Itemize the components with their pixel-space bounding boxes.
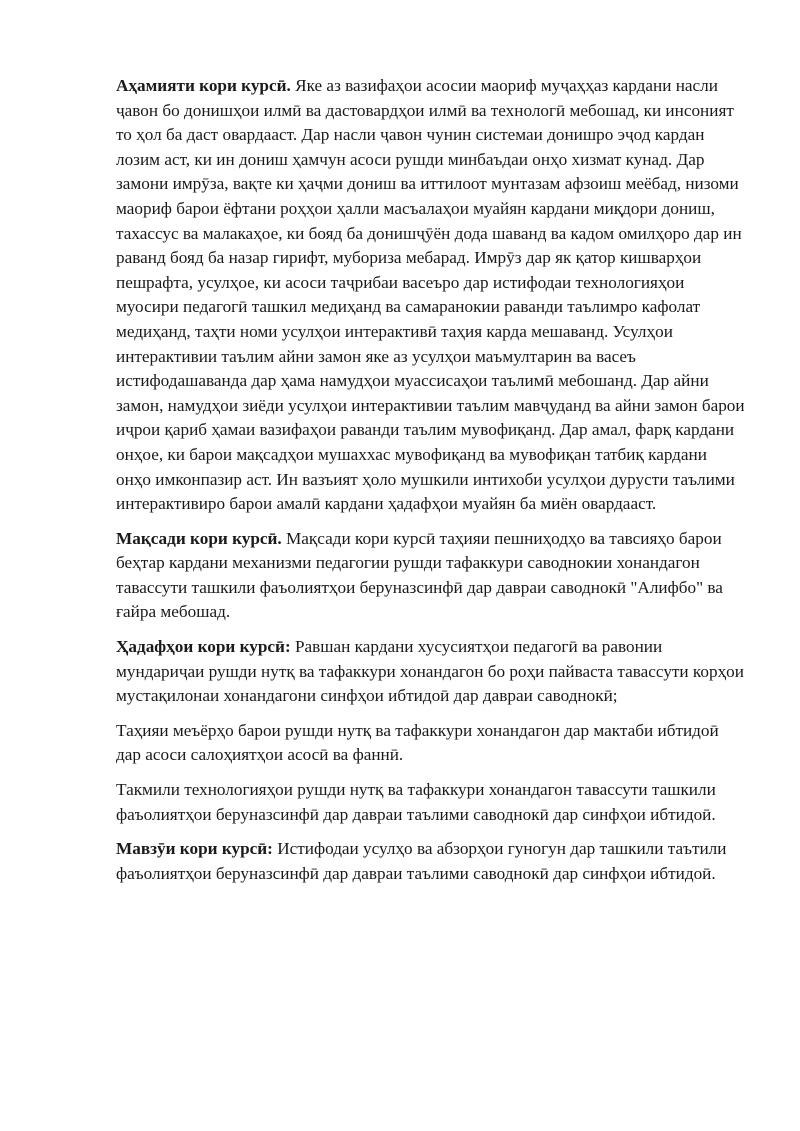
paragraph-topic [116,837,746,886]
paragraph-heading-objectives: Ҳадафҳои кори курсӣ: [116,637,291,657]
paragraph-objective-technologies [116,778,746,827]
paragraph-heading-purpose: Мақсади кори курсӣ. [116,528,282,548]
paragraph-purpose [116,527,746,625]
paragraph-objective-criteria [116,719,746,768]
paragraph-text-topic: Истифодаи усулҳо ва абзорҳои гуногун дар ташкили таътили фаъолиятҳои беруназсинфӣ дар давраи таълими саводнокӣ дар синфҳои ибтидоӣ. [116,839,727,883]
paragraph-text-objective-criteria: Таҳияи меъёрҳо барои рушди нутқ ва тафаккури хонандагон дар мактаби ибтидоӣ дар асоси салоҳиятҳои асосӣ ва фаннӣ. [116,720,719,765]
paragraph-text-importance: Яке аз вазифаҳои асосии маориф муҷаҳҳаз кардани насли ҷавон бо донишҳои илмӣ ва дастовардҳои илмӣ ва технологӣ мебошад, ки инсоният то ҳол ба даст овардааст. Дар насли ҷавон чунин системаи донишро эҷод кардан лозим аст, ки ин дониш ҳамчун асоси рушди минбаъдаи онҳо хизмат кунад. Дар замони имрӯза, вақте ки ҳаҷми дониш ва иттилоот мунтазам афзоиш меёбад, низоми маориф барои ёфтани роҳҳои ҳалли масъалаҳои муайян кардани миқдори дониш, тахассус ва малакаҳое, ки бояд ба донишҷӯён дода шаванд ва кадом омилҳоро дар ин раванд бояд ба назар гирифт, мубориза мебарад. Имрӯз дар як қатор кишварҳои пешрафта, усулҳое, ки асоси таҷрибаи васеъро дар истифодаи технологияҳои муосири педагогӣ ташкил медиҳанд ва самаранокии раванди таълимро кафолат медиҳанд, таҳти номи усулҳои интерактивӣ таҳия карда мешаванд. Усулҳои интерактивии таълим айни замон яке аз усулҳои маъмултарин ва васеъ истифодашаванда дар ҳама намудҳои муассисаҳои таълимӣ мебошанд. Дар айни замон, намудҳои зиёди усулҳои интерактивии таълим мавҷуданд ва айни замон барои иҷрои қариб ҳамаи вазифаҳои раванди таълим мувофиқанд. Дар амал, фарқ кардани онҳое, ки барои мақсадҳои мушаххас мувофиқанд ва мувофиқан татбиқ кардани онҳо имконпазир аст. Ин вазъият ҳоло мушкили интихоби усулҳои дурусти таълими интерактивиро барои амалӣ кардани ҳадафҳои муайян ба миён овардааст. [116,76,745,514]
document-body [116,74,746,896]
paragraph-heading-topic: Мавзӯи кори курсӣ: [116,839,273,859]
paragraph-text-objectives: Равшан кардани хусусиятҳои педагогӣ ва равонии мундариҷаи рушди нутқ ва тафаккури хонандагон бо роҳи пайваста тавассути корҳои мустақилонаи хонандагони синфҳои ибтидоӣ дар давраи саводнокӣ; [116,637,744,706]
paragraph-objectives [116,635,746,709]
paragraph-heading-importance: Аҳамияти кори курсӣ. [116,76,291,95]
paragraph-text-objective-technologies: Такмили технологияҳои рушди нутқ ва тафаккури хонандагон тавассути ташкили фаъолиятҳои беруназсинфӣ дар давраи таълими саводнокӣ дар синфҳои ибтидоӣ. [116,780,716,824]
paragraph-text-purpose: Мақсади кори курсӣ таҳияи пешниҳодҳо ва тавсияҳо барои беҳтар кардани механизми педагогии рушди тафаккури саводнокии хонандагон тавассути ташкили фаъолиятҳои беруназсинфӣ дар давраи саводнокӣ "Алифбо" ва ғайра мебошад. [116,528,723,622]
paragraph-importance [116,74,746,517]
